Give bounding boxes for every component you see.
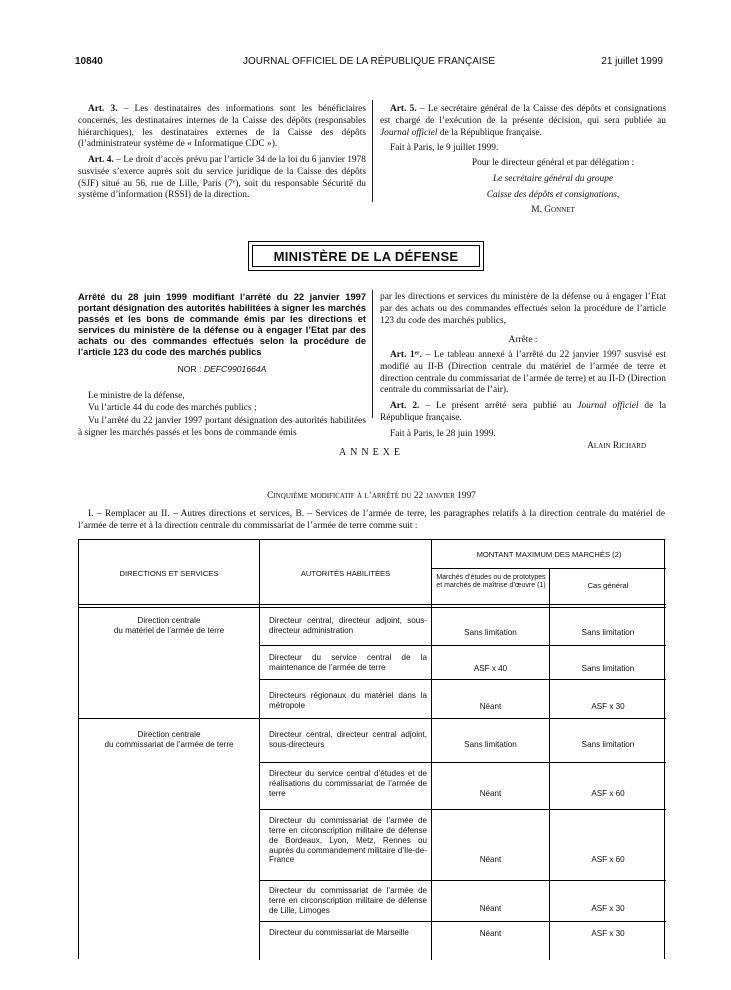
table-row-autorite: Directeur du commissariat de Marseille <box>269 928 409 937</box>
direction-materiel: Direction centrale du matériel de l’armée de terre <box>113 616 225 635</box>
column-divider <box>372 100 373 202</box>
decree-done-at: Fait à Paris, le 28 juin 1999. <box>390 428 496 439</box>
table-line <box>259 540 260 960</box>
table-row-autorite: Directeur du commissariat de l’armée de terre en circonscription militaire de défense de Lille, Limoges <box>269 886 427 915</box>
table-line <box>259 679 666 680</box>
article-3-text: – Les destinataires des informations sont les bénéficiaires concernés, les destinataires internes de la Caisse des dépôts (responsables hiérarchiques), les destinataires externes de la Caisse des dépôts (l’administrateur système de « Informatique CDC »). <box>78 104 366 150</box>
journal-title: JOURNAL OFFICIEL DE LA RÉPUBLIQUE FRANÇAISE <box>242 56 496 67</box>
nor-reference <box>78 364 366 375</box>
article-5-text-end: de la République française. <box>437 127 542 138</box>
decree-title: Arrêté du 28 juin 1999 modifiant l’arrêté du 22 janvier 1997 portant désignation des autorités habilitées à signer les marchés passés et les bons de commande émis par les directions et services du ministère de la défense ou à engager l’Etat par des achats ou des commandes effectués selon la procédure de l’article 123 du code des marchés publics <box>78 292 366 357</box>
column-divider <box>372 290 373 418</box>
ministry-title-box <box>248 241 484 271</box>
table-row-general: ASF x 60 <box>591 789 625 798</box>
table-line <box>79 718 666 719</box>
signature-name: M. Gonnet <box>531 205 575 216</box>
table-row-general: Sans limitation <box>581 628 635 637</box>
article-4-label: Art. 4. <box>88 155 114 165</box>
decree-signature: Alain Richard <box>587 441 646 452</box>
article-5-journal: Journal officiel <box>380 127 438 138</box>
header-general: Cas général <box>587 581 629 590</box>
nor-code: DEFC9901664A <box>203 363 267 374</box>
table-line <box>259 809 666 810</box>
header-autorites: AUTORITÉS HABILITÉES <box>300 569 391 578</box>
annexe-intro: I. – Remplacer au II. – Autres directions et services, B. – Services de l’armée de terre, les paragraphes relatifs à la direction centrale du matériel de l’armée de terre et à la direction centrale du commissariat de l’armée de terre comme suit : <box>78 509 665 531</box>
article-2-text-end: de la République française. <box>380 401 666 423</box>
article-1-text: – Le tableau annexé à l’arrêté du 22 janvier 1997 susvisé est modifié au II-B (Direction centrale du matériel de l’armée de terre et direction centrale du commissariat de l’armée de terre) et au II-D (Direction centrale du commissariat de l’air). <box>380 350 667 396</box>
table-row-general: ASF x 30 <box>591 702 625 711</box>
decree-minister: Le ministre de la défense, <box>88 390 185 401</box>
table-row-etudes: Sans limitation <box>464 740 517 749</box>
table-row-general: ASF x 60 <box>591 855 625 864</box>
annexe-heading: ANNEXE <box>338 447 405 458</box>
table-row-autorite: Directeur central, directeur adjoint, sous-directeur administration <box>269 616 427 635</box>
table-line <box>79 607 666 608</box>
signature-line-1: Pour le directeur général et par délégation : <box>471 158 635 168</box>
page-header <box>75 56 663 70</box>
header-montant: MONTANT MAXIMUM DES MARCHÉS (2) <box>476 550 622 559</box>
header-etudes: Marchés d’études ou de prototypes et marchés de maîtrise d’œuvre (1) <box>436 574 546 589</box>
table-row-general: Sans limitation <box>581 664 635 673</box>
table-row-autorite: Directeur du service central d’études et de réalisations du commissariat de l’armée de terre <box>269 769 427 798</box>
table-row-general: Sans limitation <box>581 740 635 749</box>
article-4-text: – Le droit d’accès prévu par l’article 34 de la loi du 6 janvier 1978 susvisée s’exerce auprès soit du service juridique de la Caisse des dépôts (SJF) situé au 56, rue de Lille, Paris (7ᵉ), soit du responsable Sécurité du système d’information (RSSI) de la direction. <box>78 155 366 201</box>
table-row-autorite: Directeur du commissariat de l’armée de terre en circonscription militaire de défense de Bordeaux, Lyon, Metz, Rennes ou auprès du commandement militaire d’Ile-de-France <box>269 816 427 865</box>
signature-line-3: Caisse des dépôts et consignations, <box>486 189 620 200</box>
table-row-autorite: Directeur du service central de la maintenance de l’armée de terre <box>269 653 427 672</box>
table-row-general: ASF x 30 <box>591 904 625 913</box>
decree-visa-2-continued: par les directions et services du ministère de la défense ou à engager l’Etat par des achats ou des commandes effectués selon la procédure de l’article 123 du code des marchés publics, <box>380 292 666 326</box>
article-4 <box>78 155 366 202</box>
article-5-text: – Le secrétaire général de la Caisse des dépôts et consignations est chargé de l’exécution de la présente décision, qui sera publiée au <box>380 104 666 126</box>
table-row-etudes: Néant <box>479 929 502 938</box>
ministry-title: MINISTÈRE DE LA DÉFENSE <box>273 249 459 264</box>
article-2-label: Art. 2. <box>390 401 420 411</box>
article-2-text: – Le présent arrêté sera publié au <box>419 401 578 411</box>
decree-article-2 <box>380 401 666 425</box>
table-row-etudes: Sans limitation <box>464 628 517 637</box>
table-line <box>259 921 666 922</box>
table-line <box>549 568 550 960</box>
table-line <box>259 645 666 646</box>
authorities-table <box>78 539 665 959</box>
table-row-autorite: Directeur central, directeur central adjoint, sous-directeurs <box>269 730 427 749</box>
article-5 <box>380 104 666 139</box>
decree-visa-2: Vu l’arrêté du 22 janvier 1997 portant désignation des autorités habilitées à signer les marchés passés et les bons de commande émis <box>78 416 366 438</box>
table-row-general: ASF x 30 <box>591 929 625 938</box>
header-directions: DIRECTIONS ET SERVICES <box>119 569 219 578</box>
table-line <box>431 540 432 960</box>
table-line <box>79 604 666 605</box>
decree-left-column <box>78 292 366 444</box>
annexe-subheading: Cinquième modificatif à l’arrêté du 22 janvier 1997 <box>267 491 476 501</box>
nor-label: NOR : <box>177 363 204 374</box>
table-line <box>431 568 666 569</box>
article-1-label: Art. 1ᵉʳ. <box>390 350 422 360</box>
table-row-etudes: Néant <box>479 702 502 711</box>
decree-arrete: Arrête : <box>508 335 538 346</box>
article-3-label: Art. 3. <box>88 104 118 114</box>
article-3 <box>78 104 366 151</box>
page-number: 10840 <box>75 56 103 67</box>
signature-line-2: Le secrétaire général du groupe <box>492 173 614 184</box>
issue-date: 21 juillet 1999 <box>601 56 663 67</box>
table-line <box>259 880 666 881</box>
table-row-etudes: Néant <box>479 904 502 913</box>
previous-decision-left-column <box>78 104 366 206</box>
decree-right-column <box>380 292 666 457</box>
decree-article-1 <box>380 350 666 397</box>
article-2-journal: Journal officiel <box>577 401 639 411</box>
previous-decision-right-column <box>380 104 666 221</box>
table-line <box>259 762 666 763</box>
article-5-label: Art. 5. <box>390 104 417 114</box>
table-row-etudes: Néant <box>479 789 502 798</box>
done-at: Fait à Paris, le 9 juillet 1999. <box>390 143 499 154</box>
direction-commissariat: Direction centrale du commissariat de l’armée de terre <box>104 730 234 749</box>
table-row-etudes: Néant <box>479 855 502 864</box>
table-row-autorite: Directeurs régionaux du matériel dans la métropole <box>269 691 427 710</box>
decree-visa-1: Vu l’article 44 du code des marchés publics ; <box>88 403 257 414</box>
table-row-etudes: ASF x 40 <box>473 664 508 673</box>
